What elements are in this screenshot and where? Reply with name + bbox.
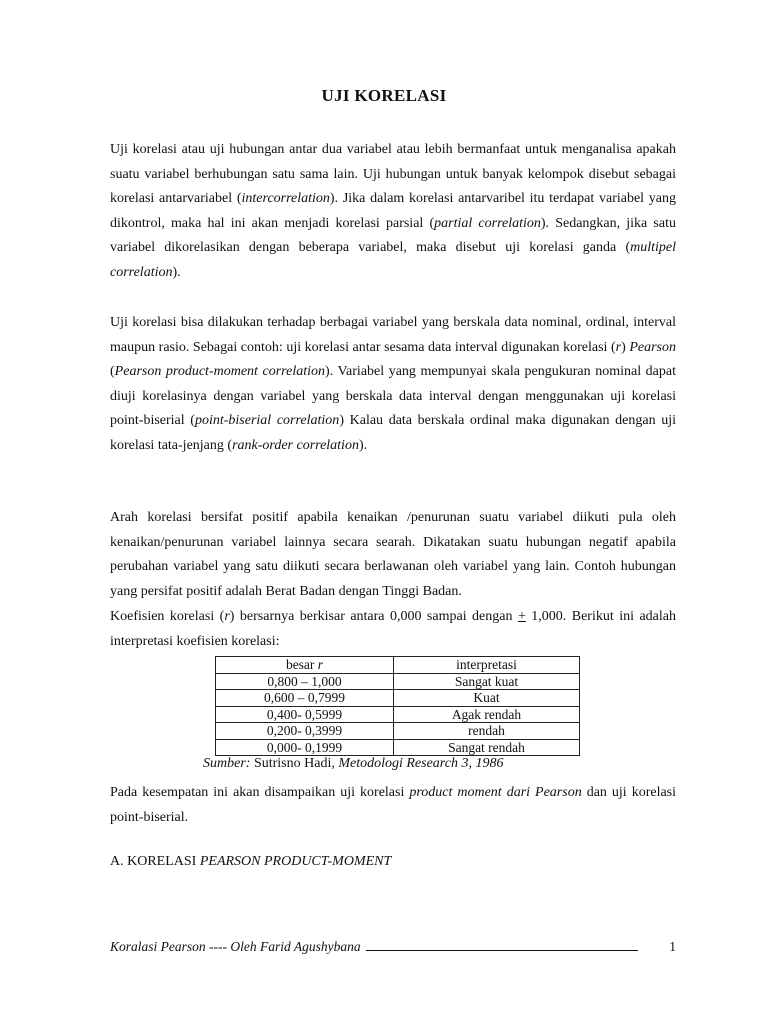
p5-text-a: Pada kesempatan ini akan disampaikan uji korelasi: [110, 785, 410, 800]
p4-text-e: 1,000. Berikut ini adalah interpretasi koefisien korelasi:: [110, 609, 676, 649]
footer-text: Koralasi Pearson ---- Oleh Farid Agushybana: [110, 939, 361, 954]
page-footer: [110, 939, 676, 955]
footer-rule: [366, 940, 638, 951]
p1-text-e: ). Sedangkan, jika satu variabel dikorelasikan dengan beberapa variabel, maka disebut uji korelasi ganda (: [110, 215, 676, 255]
paragraph-direction: Arah korelasi bersifat positif apabila kenaikan /penurunan suatu variabel diikuti pula oleh kenaikan/penurunan variabel lainnya secara searah. Dikatakan suatu hubungan negatif apabila perubahan variabel yang satu diikuti secara berlawanan oleh variabel yang lain. Contoh hubungan yang persifat positif adalah Berat Badan dengan Tinggi Badan.: [110, 510, 676, 599]
header-r-var: r: [317, 657, 324, 672]
cell-range: 0,200- 0,3999: [216, 723, 394, 740]
p2-term-pearson: Pearson: [629, 339, 676, 355]
p1-term-partial: partial correlation: [434, 215, 541, 231]
cell-range: 0,400- 0,5999: [216, 706, 394, 723]
page-number: 1: [669, 939, 676, 954]
p2-term-point-biserial: point-biserial correlation: [194, 413, 340, 428]
section-prefix: A. KORELASI: [110, 854, 200, 869]
cell-range: 0,000- 0,1999: [216, 739, 394, 756]
p4-text-a: Koefisien korelasi (: [110, 609, 225, 624]
table-row: [216, 739, 580, 756]
p4-plusminus: +: [517, 609, 526, 624]
cell-interpretation: Agak rendah: [394, 706, 580, 723]
cell-range: 0,800 – 1,000: [216, 673, 394, 690]
p2-term-rank-order: rank-order correlation: [232, 437, 359, 453]
header-interpretasi: interpretasi: [394, 657, 580, 674]
cell-interpretation: Sangat rendah: [394, 739, 580, 756]
interpretation-table: [215, 656, 580, 756]
p1-term-intercorrelation: intercorrelation: [241, 191, 330, 206]
section-title: PEARSON PRODUCT-MOMENT: [199, 854, 392, 869]
paragraph-intro: [110, 138, 676, 285]
cell-range: 0,600 – 0,7999: [216, 690, 394, 707]
paragraph-coefficient: [110, 605, 676, 654]
p2-text-c: ): [621, 339, 630, 355]
p2-text-a: Uji korelasi bisa dilakukan terhadap berbagai variabel yang berskala data nominal, ordinal, interval maupun rasio. Sebagai contoh: uji korelasi antar sesama data interval digunakan korelasi (: [110, 315, 676, 355]
p2-text-g: ). Variabel yang mempunyai skala pengukuran nominal dapat diuji korelasinya dengan variabel yang berskala data interval dengan menggunakan uji korelasi point-biserial (: [110, 364, 677, 428]
p2-text-i: ) Kalau data berskala ordinal maka digunakan dengan uji korelasi tata-jenjang (: [110, 413, 677, 453]
source-label: Sumber:: [203, 756, 251, 771]
p1-text-a: Uji korelasi atau uji hubungan antar dua variabel atau lebih bermanfaat untuk menganalisa apakah suatu variabel berhubungan satu sama lain. Uji hubungan untuk banyak kelompok disebut sebagai korelasi antarvariabel (: [110, 142, 676, 206]
p1-text-g: ).: [172, 264, 181, 280]
p2-var-r: r: [615, 339, 622, 355]
p1-text-c: ). Jika dalam korelasi antarvaribel itu terdapat variabel yang dikontrol, maka hal ini akan menjadi korelasi parsial (: [110, 191, 677, 231]
section-heading: [110, 854, 391, 870]
p4-var-r: r: [224, 609, 230, 624]
table-header-row: [216, 657, 580, 674]
p2-text-e: (: [110, 364, 115, 379]
cell-interpretation: Kuat: [394, 690, 580, 707]
p2-term-product-moment: Pearson product-moment correlation: [114, 364, 325, 379]
p5-term-product-moment: product moment dari Pearson: [409, 785, 582, 800]
table-row: [216, 706, 580, 723]
p1-term-multipel: multipel correlation: [110, 240, 676, 280]
paragraph-scales: [110, 311, 676, 458]
header-besar-label: besar: [285, 657, 318, 672]
table-row: [216, 723, 580, 740]
p2-text-k: ).: [358, 437, 368, 453]
cell-interpretation: rendah: [394, 723, 580, 740]
source-work: Metodologi Research 3, 1986: [338, 756, 504, 771]
table-source: [203, 756, 503, 772]
table-row: [216, 673, 580, 690]
source-author: Sutrisno Hadi,: [250, 756, 339, 771]
p4-text-c: ) bersarnya berkisar antara 0,000 sampai dengan: [229, 609, 518, 624]
table-row: [216, 690, 580, 707]
p5-text-c: dan uji korelasi point-biserial.: [110, 785, 677, 825]
header-besar-r: [216, 657, 394, 674]
page-title: UJI KORELASI: [321, 86, 447, 105]
cell-interpretation: Sangat kuat: [394, 673, 580, 690]
paragraph-scope: [110, 781, 676, 830]
